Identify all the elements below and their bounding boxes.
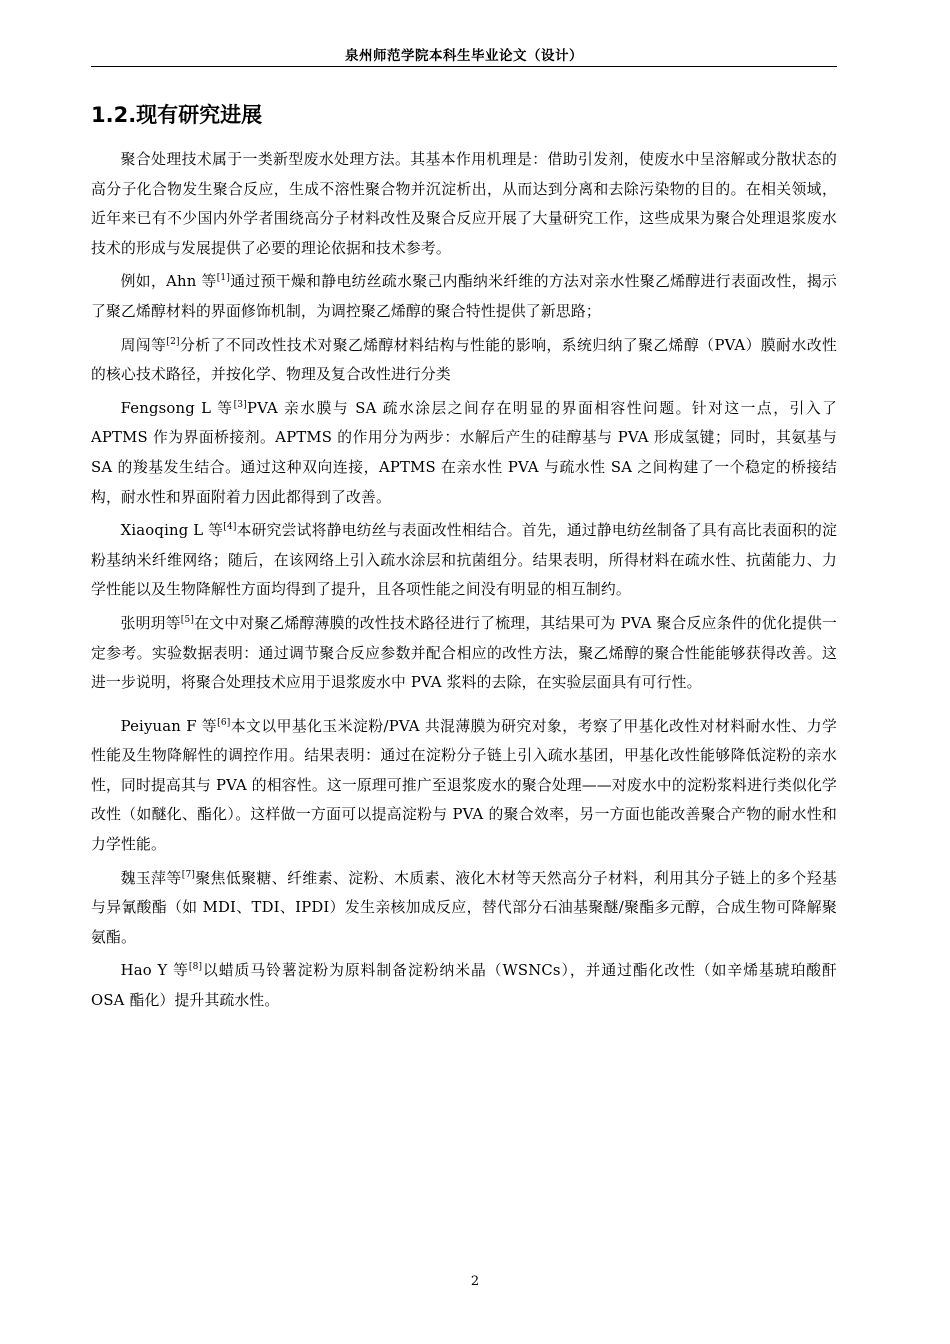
citation-marker[interactable]: [1] (216, 273, 231, 284)
paragraph-ref-8: Hao Y 等[8]以蜡质马铃薯淀粉为原料制备淀粉纳米晶（WSNCs），并通过酯化改性（如辛烯基琥珀酸酐 OSA 酯化）提升其疏水性。 (91, 962, 837, 1010)
paragraph-ref-7: 魏玉萍等[7]聚焦低聚糖、纤维素、淀粉、木质素、液化木材等天然高分子材料，利用其分子链上的多个羟基与异氰酸酯（如 MDI、TDI、IPDI）发生亲核加成反应，替代部分石油基聚醚/聚酯多元醇，合成生物可降解聚氨酯。 (91, 869, 837, 946)
citation-marker[interactable]: [3] (233, 399, 247, 410)
page-number: 2 (470, 1274, 480, 1289)
body-text (91, 145, 837, 1020)
citation-marker[interactable]: [2] (166, 336, 180, 347)
header-rule (91, 66, 837, 67)
citation-marker[interactable]: [6] (217, 717, 231, 728)
citation-marker[interactable]: [5] (180, 614, 195, 625)
citation-marker[interactable]: [4] (223, 522, 237, 533)
paragraph-ref-3: Fengsong L 等[3]PVA 亲水膜与 SA 疏水涂层之间存在明显的界面相容性问题。针对这一点，引入了 APTMS 作为界面桥接剂。APTMS 的作用分为两步：水解后产生的硅醇基与 PVA 形成氢键；同时，其氨基与 SA 的羧基发生结合。通过这种双向连接，APTMS 在亲水性 PVA 与疏水性 SA 之间构建了一个稳定的桥接结构，耐水性和界面附着力因此都得到了改善。 (91, 399, 838, 506)
paragraph-ref-4: Xiaoqing L 等[4]本研究尝试将静电纺丝与表面改性相结合。首先，通过静电纺丝制备了具有高比表面积的淀粉基纳米纤维网络；随后，在该网络上引入疏水涂层和抗菌组分。结果表明，所得材料在疏水性、抗菌能力、力学性能以及生物降解性方面均得到了提升，且各项性能之间没有明显的相互制约。 (91, 522, 837, 599)
paragraph-ref-1: 例如，Ahn 等[1]通过预干燥和静电纺丝疏水聚己内酯纳米纤维的方法对亲水性聚乙烯醇进行表面改性，揭示了聚乙烯醇材料的界面修饰机制，为调控聚乙烯醇的聚合特性提供了新思路； (91, 273, 837, 320)
running-header: 泉州师范学院本科生毕业论文（设计） (345, 48, 583, 64)
paragraph-ref-6: Peiyuan F 等[6]本文以甲基化玉米淀粉/PVA 共混薄膜为研究对象，考察了甲基化改性对材料耐水性、力学性能及生物降解性的调控作用。结果表明：通过在淀粉分子链上引入疏水基团，甲基化改性能够降低淀粉的亲水性，同时提高其与 PVA 的相容性。这一原理可推广至退浆废水的聚合处理——对废水中的淀粉浆料进行类似化学改性（如醚化、酯化）。这样做一方面可以提高淀粉与 PVA 的聚合效率，另一方面也能改善聚合产物的耐水性和力学性能。 (91, 717, 837, 854)
paragraph-ref-2: 周闯等[2]分析了不同改性技术对聚乙烯醇材料结构与性能的影响，系统归纳了聚乙烯醇（PVA）膜耐水改性的核心技术路径，并按化学、物理及复合改性进行分类 (91, 336, 837, 384)
paragraph-ref-5: 张明玥等[5]在文中对聚乙烯醇薄膜的改性技术路径进行了梳理，其结果可为 PVA 聚合反应条件的优化提供一定参考。实验数据表明：通过调节聚合反应参数并配合相应的改性方法，聚乙烯醇的聚合性能能够获得改善。这进一步说明，将聚合处理技术应用于退浆废水中 PVA 浆料的去除，在实验层面具有可行性。 (91, 614, 837, 692)
citation-marker[interactable]: [8] (188, 962, 203, 973)
paragraph-intro: 聚合处理技术属于一类新型废水处理方法。其基本作用机理是：借助引发剂，使废水中呈溶解或分散状态的高分子化合物发生聚合反应，生成不溶性聚合物并沉淀析出，从而达到分离和去除污染物的目的。在相关领域，近年来已有不少国内外学者围绕高分子材料改性及聚合反应开展了大量研究工作，这些成果为聚合处理退浆废水技术的形成与发展提供了必要的理论依据和技术参考。 (91, 151, 837, 257)
citation-marker[interactable]: [7] (181, 869, 196, 880)
section-title: 1.2.现有研究进展 (91, 103, 263, 127)
